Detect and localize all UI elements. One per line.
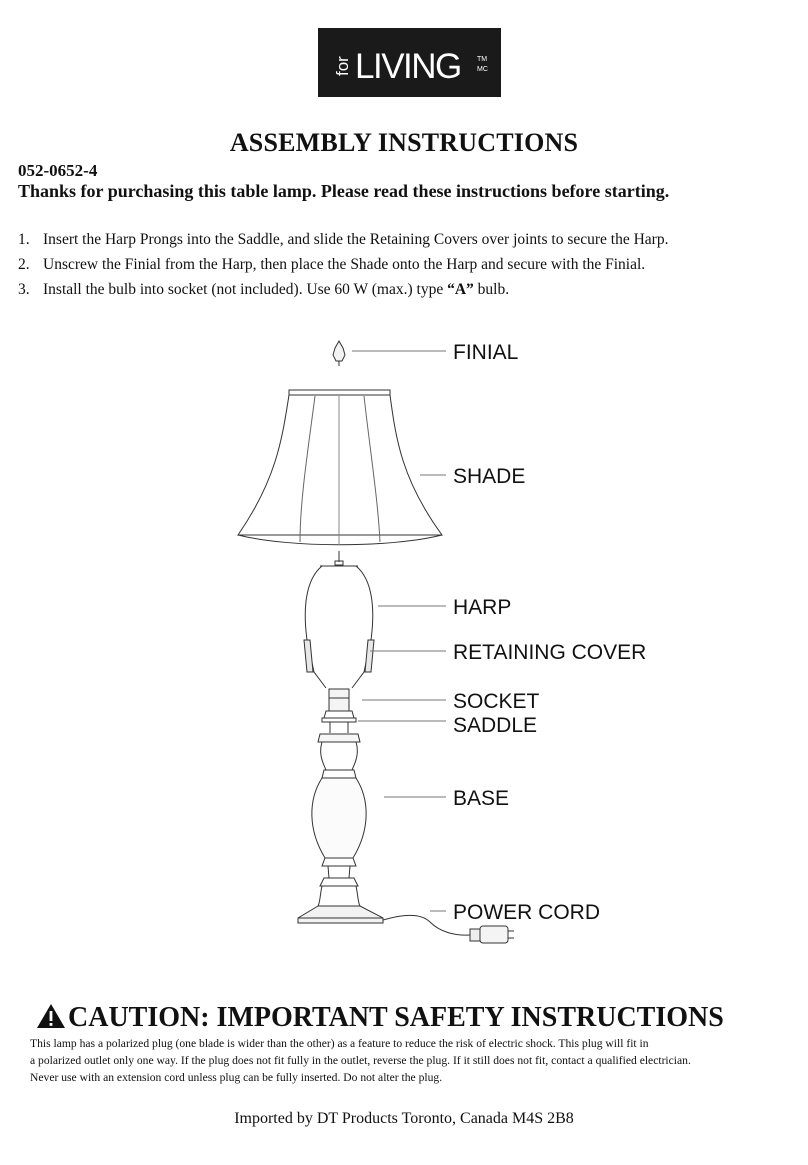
label-base: BASE [453, 787, 510, 810]
brand-logo [318, 28, 501, 97]
harp-part [304, 551, 374, 688]
logo-mc: MC [477, 66, 488, 73]
base-part [298, 734, 383, 923]
step-number: 3. [18, 281, 30, 298]
step-text: Insert the Harp Prongs into the Saddle, and slide the Retaining Covers over joints to secure the Harp. [43, 231, 669, 248]
page-title: ASSEMBLY INSTRUCTIONS [229, 128, 579, 157]
leader-lines [352, 351, 446, 911]
socket-part [329, 689, 349, 711]
caution-line: a polarized outlet only one way. If the plug does not fit fully in the outlet, reverse the plug. If it still does not fit, contact a qualified electrician. [30, 1054, 691, 1067]
warning-icon [36, 1003, 66, 1029]
finial-part [333, 341, 345, 366]
label-retaining-cover: RETAINING COVER [453, 641, 647, 664]
thanks-message: Thanks for purchasing this table lamp. Please read these instructions before starting. [18, 181, 670, 201]
step-item [18, 279, 668, 304]
bulb-type: “A” [447, 281, 474, 298]
step-text-end: bulb. [473, 281, 510, 298]
logo-graphic [318, 28, 501, 97]
lamp-diagram [0, 320, 808, 960]
step-number: 2. [18, 256, 30, 273]
saddle-part [322, 711, 356, 733]
label-socket: SOCKET [453, 690, 540, 713]
step-number: 1. [18, 231, 30, 248]
product-code: 052-0652-4 [18, 161, 98, 180]
caution-title: CAUTION: IMPORTANT SAFETY INSTRUCTIONS [68, 1002, 724, 1033]
caution-heading [36, 1002, 724, 1034]
step-item [18, 254, 668, 279]
logo-name: LIVING [355, 47, 461, 86]
step-text: Install the bulb into socket (not included). Use 60 W (max.) type [43, 281, 448, 298]
label-harp: HARP [453, 596, 512, 619]
caution-line: This lamp has a polarized plug (one blade is wider than the other) as a feature to reduce the risk of electric shock. This plug will fit in [30, 1037, 649, 1050]
caution-text [30, 1035, 800, 1086]
label-saddle: SADDLE [453, 714, 538, 737]
logo-prefix: for [333, 56, 352, 76]
label-finial: FINIAL [453, 341, 519, 364]
label-shade: SHADE [453, 465, 526, 488]
step-item [18, 229, 668, 254]
step-text: Unscrew the Finial from the Harp, then place the Shade onto the Harp and secure with the Finial. [43, 256, 646, 273]
importer-footer: Imported by DT Products Toronto, Canada M4S 2B8 [234, 1110, 574, 1127]
instruction-steps [18, 229, 668, 304]
caution-line: Never use with an extension cord unless plug can be fully inserted. Do not alter the plug. [30, 1071, 443, 1084]
shade-part [238, 390, 442, 545]
label-power-cord: POWER CORD [453, 901, 600, 924]
logo-tm: TM [477, 56, 488, 63]
